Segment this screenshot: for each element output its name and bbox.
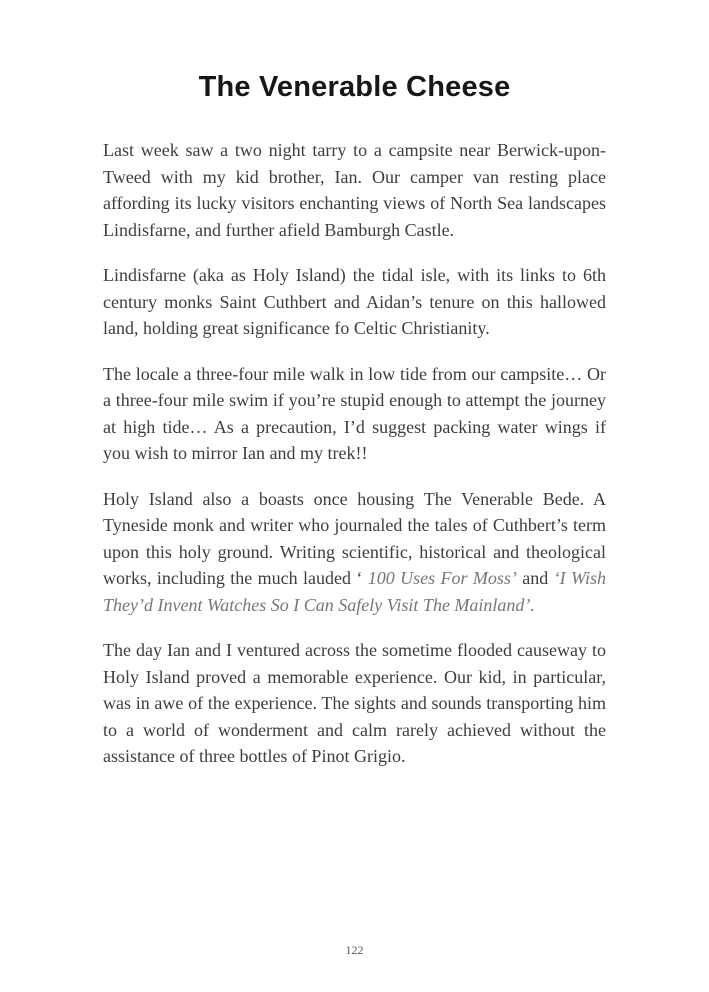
paragraph [103, 137, 606, 243]
italic-text-segment: ‘I Wish They’d Invent Watches So I Can Safely Visit The Mainland’. [103, 568, 606, 615]
paragraph [103, 486, 606, 619]
text-segment: Last week saw a two night tarry to a campsite near Berwick-upon-Tweed with my kid brother, Ian. Our camper van resting place affording its lucky visitors enchanting views of North Sea landscapes Lindisfarne, and further afield Bamburgh Castle. [103, 140, 606, 240]
page-number: 122 [345, 943, 364, 957]
text-segment: and [516, 568, 554, 588]
paragraph [103, 637, 606, 770]
article-body [103, 137, 606, 770]
text-segment: Lindisfarne (aka as Holy Island) the tidal isle, with its links to 6th century monks Saint Cuthbert and Aidan’s tenure on this hallowed land, holding great significance fo Celtic Christianity. [103, 265, 606, 338]
paragraph [103, 262, 606, 342]
italic-text-segment: 100 Uses For Moss’ [367, 568, 517, 588]
text-segment: Holy Island also a boasts once housing The Venerable Bede. A Tyneside monk and writer who journaled the tales of Cuthbert’s term upon this holy ground. Writing scientific, historical and theological works, including the much lauded ‘ [103, 488, 606, 588]
page-title: The Venerable Cheese [198, 71, 511, 103]
text-segment: The locale a three-four mile walk in low tide from our campsite… Or a three-four mile swim if you’re stupid enough to attempt the journey at high tide… As a precaution, I’d suggest packing water wings if you wish to mirror Ian and my trek!! [103, 363, 606, 463]
paragraph [103, 361, 606, 467]
text-segment: The day Ian and I ventured across the sometime flooded causeway to Holy Island proved a memorable experience. Our kid, in particular, was in awe of the experience. The sights and sounds transporting him to a world of wonderment and calm rarely achieved without the assistance of three bottles of Pinot Grigio. [103, 640, 606, 766]
